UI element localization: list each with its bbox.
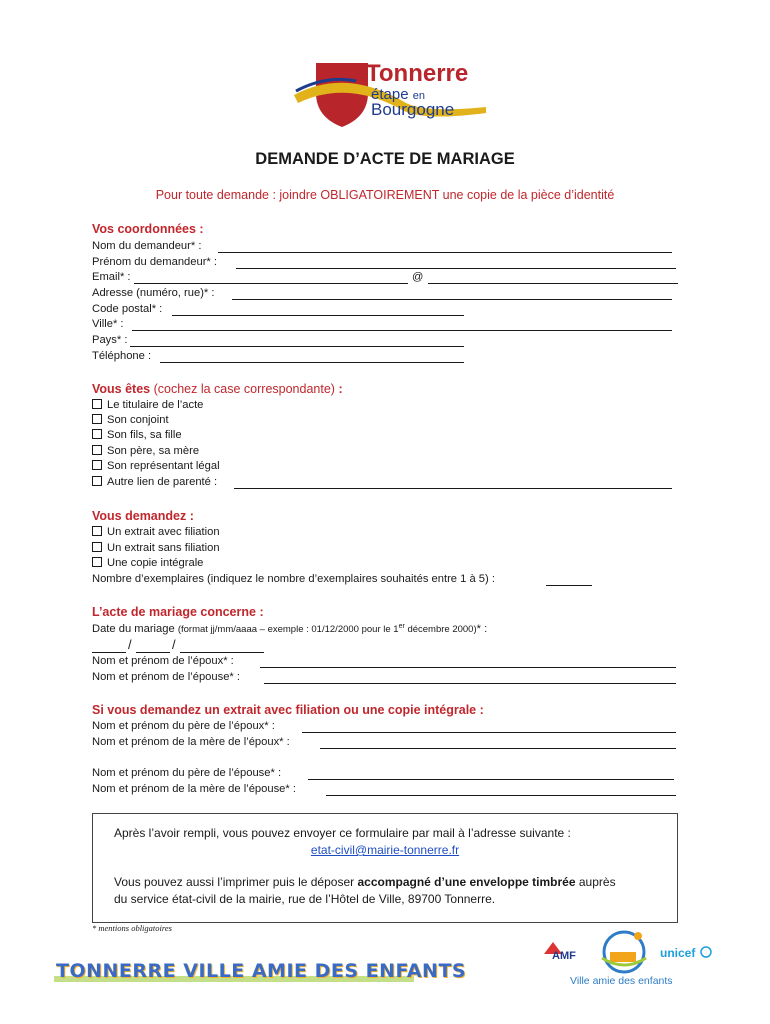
label-pere-epoux: Nom et prénom du père de l’époux* :: [92, 720, 275, 732]
amf-text: AMF: [552, 950, 576, 962]
mere-epouse-field[interactable]: [326, 795, 676, 796]
option-label: Un extrait sans filiation: [107, 542, 220, 554]
telephone-field[interactable]: [160, 362, 464, 363]
nom-field[interactable]: [218, 252, 672, 253]
date-day-field[interactable]: [92, 652, 126, 653]
option-fils[interactable]: [92, 428, 182, 444]
pays-field[interactable]: [130, 346, 464, 347]
footer-banner: [54, 958, 467, 986]
nombre-field[interactable]: [546, 585, 592, 586]
option-label: Le titulaire de l’acte: [107, 399, 204, 411]
info-line-1: Après l’avoir rempli, vous pouvez envoyer ce formulaire par mail à l’adresse suivante :: [114, 826, 571, 840]
label-tel: Téléphone :: [92, 350, 152, 362]
option-representant[interactable]: [92, 459, 220, 475]
epouse-field[interactable]: [264, 683, 676, 684]
unicef-logo: [660, 944, 712, 962]
info-line-3-post: auprès: [578, 875, 616, 889]
pere-epouse-field[interactable]: [308, 779, 674, 780]
date-tail: * :: [476, 623, 488, 635]
option-label: Une copie intégrale: [107, 557, 204, 569]
logo-bourgogne: Bourgogne: [371, 100, 455, 119]
id-notice: Pour toute demande : joindre OBLIGATOIREMENT une copie de la pièce d’identité: [155, 188, 615, 202]
section-coordonnees: Vos coordonnées :: [92, 222, 204, 236]
option-avec-filiation[interactable]: [92, 525, 220, 541]
checkbox[interactable]: [92, 445, 102, 455]
code-postal-field[interactable]: [172, 315, 464, 316]
date-mariage-label: [92, 622, 487, 638]
option-label: Son conjoint: [107, 414, 169, 426]
label-email: Email* :: [92, 271, 131, 283]
option-label: Un extrait avec filiation: [107, 526, 220, 538]
ville-amie-text: Ville amie des enfants: [570, 975, 673, 987]
checkbox[interactable]: [92, 399, 102, 409]
label-mere-epouse: Nom et prénom de la mère de l’épouse* :: [92, 783, 296, 795]
ville-field[interactable]: [132, 330, 672, 331]
option-pere[interactable]: [92, 444, 199, 460]
label-prenom: Prénom du demandeur* :: [92, 256, 218, 268]
date-slash-1: /: [128, 637, 132, 652]
label-ville: Ville* :: [92, 318, 124, 330]
tonnerre-logo: [286, 55, 496, 130]
banner-text: TONNERRE VILLE AMIE DES ENFANTS: [56, 960, 467, 982]
email-at: @: [412, 271, 424, 283]
label-adresse: Adresse (numéro, rue)* :: [92, 287, 215, 299]
section-vous-etes: [92, 382, 343, 396]
logo-etape: étape: [371, 86, 409, 103]
vous-etes-note: (cochez la case correspondante): [153, 382, 335, 396]
checkbox[interactable]: [92, 542, 102, 552]
label-epoux: Nom et prénom de l’époux* :: [92, 655, 234, 667]
info-line-3-bold: accompagné d’une enveloppe timbrée: [357, 875, 576, 889]
amf-logo: [542, 940, 588, 968]
option-label: Autre lien de parenté :: [107, 476, 218, 488]
vous-etes-label: Vous êtes: [92, 382, 151, 396]
autre-lien-field[interactable]: [234, 488, 672, 489]
email-link[interactable]: etat-civil@mairie-tonnerre.fr: [310, 843, 460, 857]
unicef-text: unicef: [660, 946, 696, 960]
option-titulaire[interactable]: [92, 398, 203, 414]
section-acte: L’acte de mariage concerne :: [92, 605, 264, 619]
date-slash-2: /: [172, 637, 176, 652]
date-year-field[interactable]: [180, 652, 264, 653]
section-filiation: Si vous demandez un extrait avec filiation ou une copie intégrale :: [92, 703, 484, 717]
email-domain-field[interactable]: [428, 283, 678, 284]
label-nombre: Nombre d’exemplaires (indiquez le nombre d’exemplaires souhaités entre 1 à 5) :: [92, 573, 495, 585]
ville-amie-icon: [594, 928, 658, 980]
checkbox[interactable]: [92, 414, 102, 424]
date-format-hint: (format jj/mm/aaaa – exemple : 01/12/2000 pour le 1er décembre 2000): [177, 622, 477, 635]
option-label: Son représentant légal: [107, 460, 220, 472]
option-conjoint[interactable]: [92, 413, 169, 429]
email-user-field[interactable]: [134, 283, 408, 284]
checkbox[interactable]: [92, 526, 102, 536]
label-nom: Nom du demandeur* :: [92, 240, 202, 252]
adresse-field[interactable]: [232, 299, 672, 300]
prenom-field[interactable]: [236, 268, 676, 269]
ville-amie-logo: [594, 928, 658, 980]
vous-etes-colon: :: [338, 382, 343, 396]
epoux-field[interactable]: [260, 667, 676, 668]
page-title: DEMANDE D’ACTE DE MARIAGE: [255, 150, 515, 168]
section-demandez: Vous demandez :: [92, 509, 194, 523]
date-label: Date du mariage: [92, 623, 175, 635]
label-cp: Code postal* :: [92, 303, 163, 315]
footnote: * mentions obligatoires: [92, 923, 172, 933]
label-epouse: Nom et prénom de l’épouse* :: [92, 671, 241, 683]
label-mere-epoux: Nom et prénom de la mère de l’époux* :: [92, 736, 290, 748]
label-pays: Pays* :: [92, 334, 128, 346]
option-label: Son père, sa mère: [107, 445, 200, 457]
mere-epoux-field[interactable]: [320, 748, 676, 749]
option-sans-filiation[interactable]: [92, 541, 220, 557]
logo-name: Tonnerre: [366, 60, 469, 87]
logo-en: en: [412, 90, 425, 102]
checkbox[interactable]: [92, 476, 102, 486]
checkbox[interactable]: [92, 429, 102, 439]
info-line-3: [114, 875, 616, 889]
pere-epoux-field[interactable]: [302, 732, 676, 733]
option-label: Son fils, sa fille: [107, 429, 182, 441]
info-line-4: du service état-civil de la mairie, rue de l’Hôtel de Ville, 89700 Tonnerre.: [114, 892, 496, 906]
option-copie-integrale[interactable]: [92, 556, 203, 572]
label-pere-epouse: Nom et prénom du père de l’épouse* :: [92, 767, 282, 779]
date-month-field[interactable]: [136, 652, 170, 653]
checkbox[interactable]: [92, 557, 102, 567]
info-line-3-pre: Vous pouvez aussi l’imprimer puis le déposer: [114, 875, 355, 889]
unicef-globe-icon: [700, 946, 712, 958]
checkbox[interactable]: [92, 460, 102, 470]
option-autre[interactable]: [92, 475, 217, 491]
